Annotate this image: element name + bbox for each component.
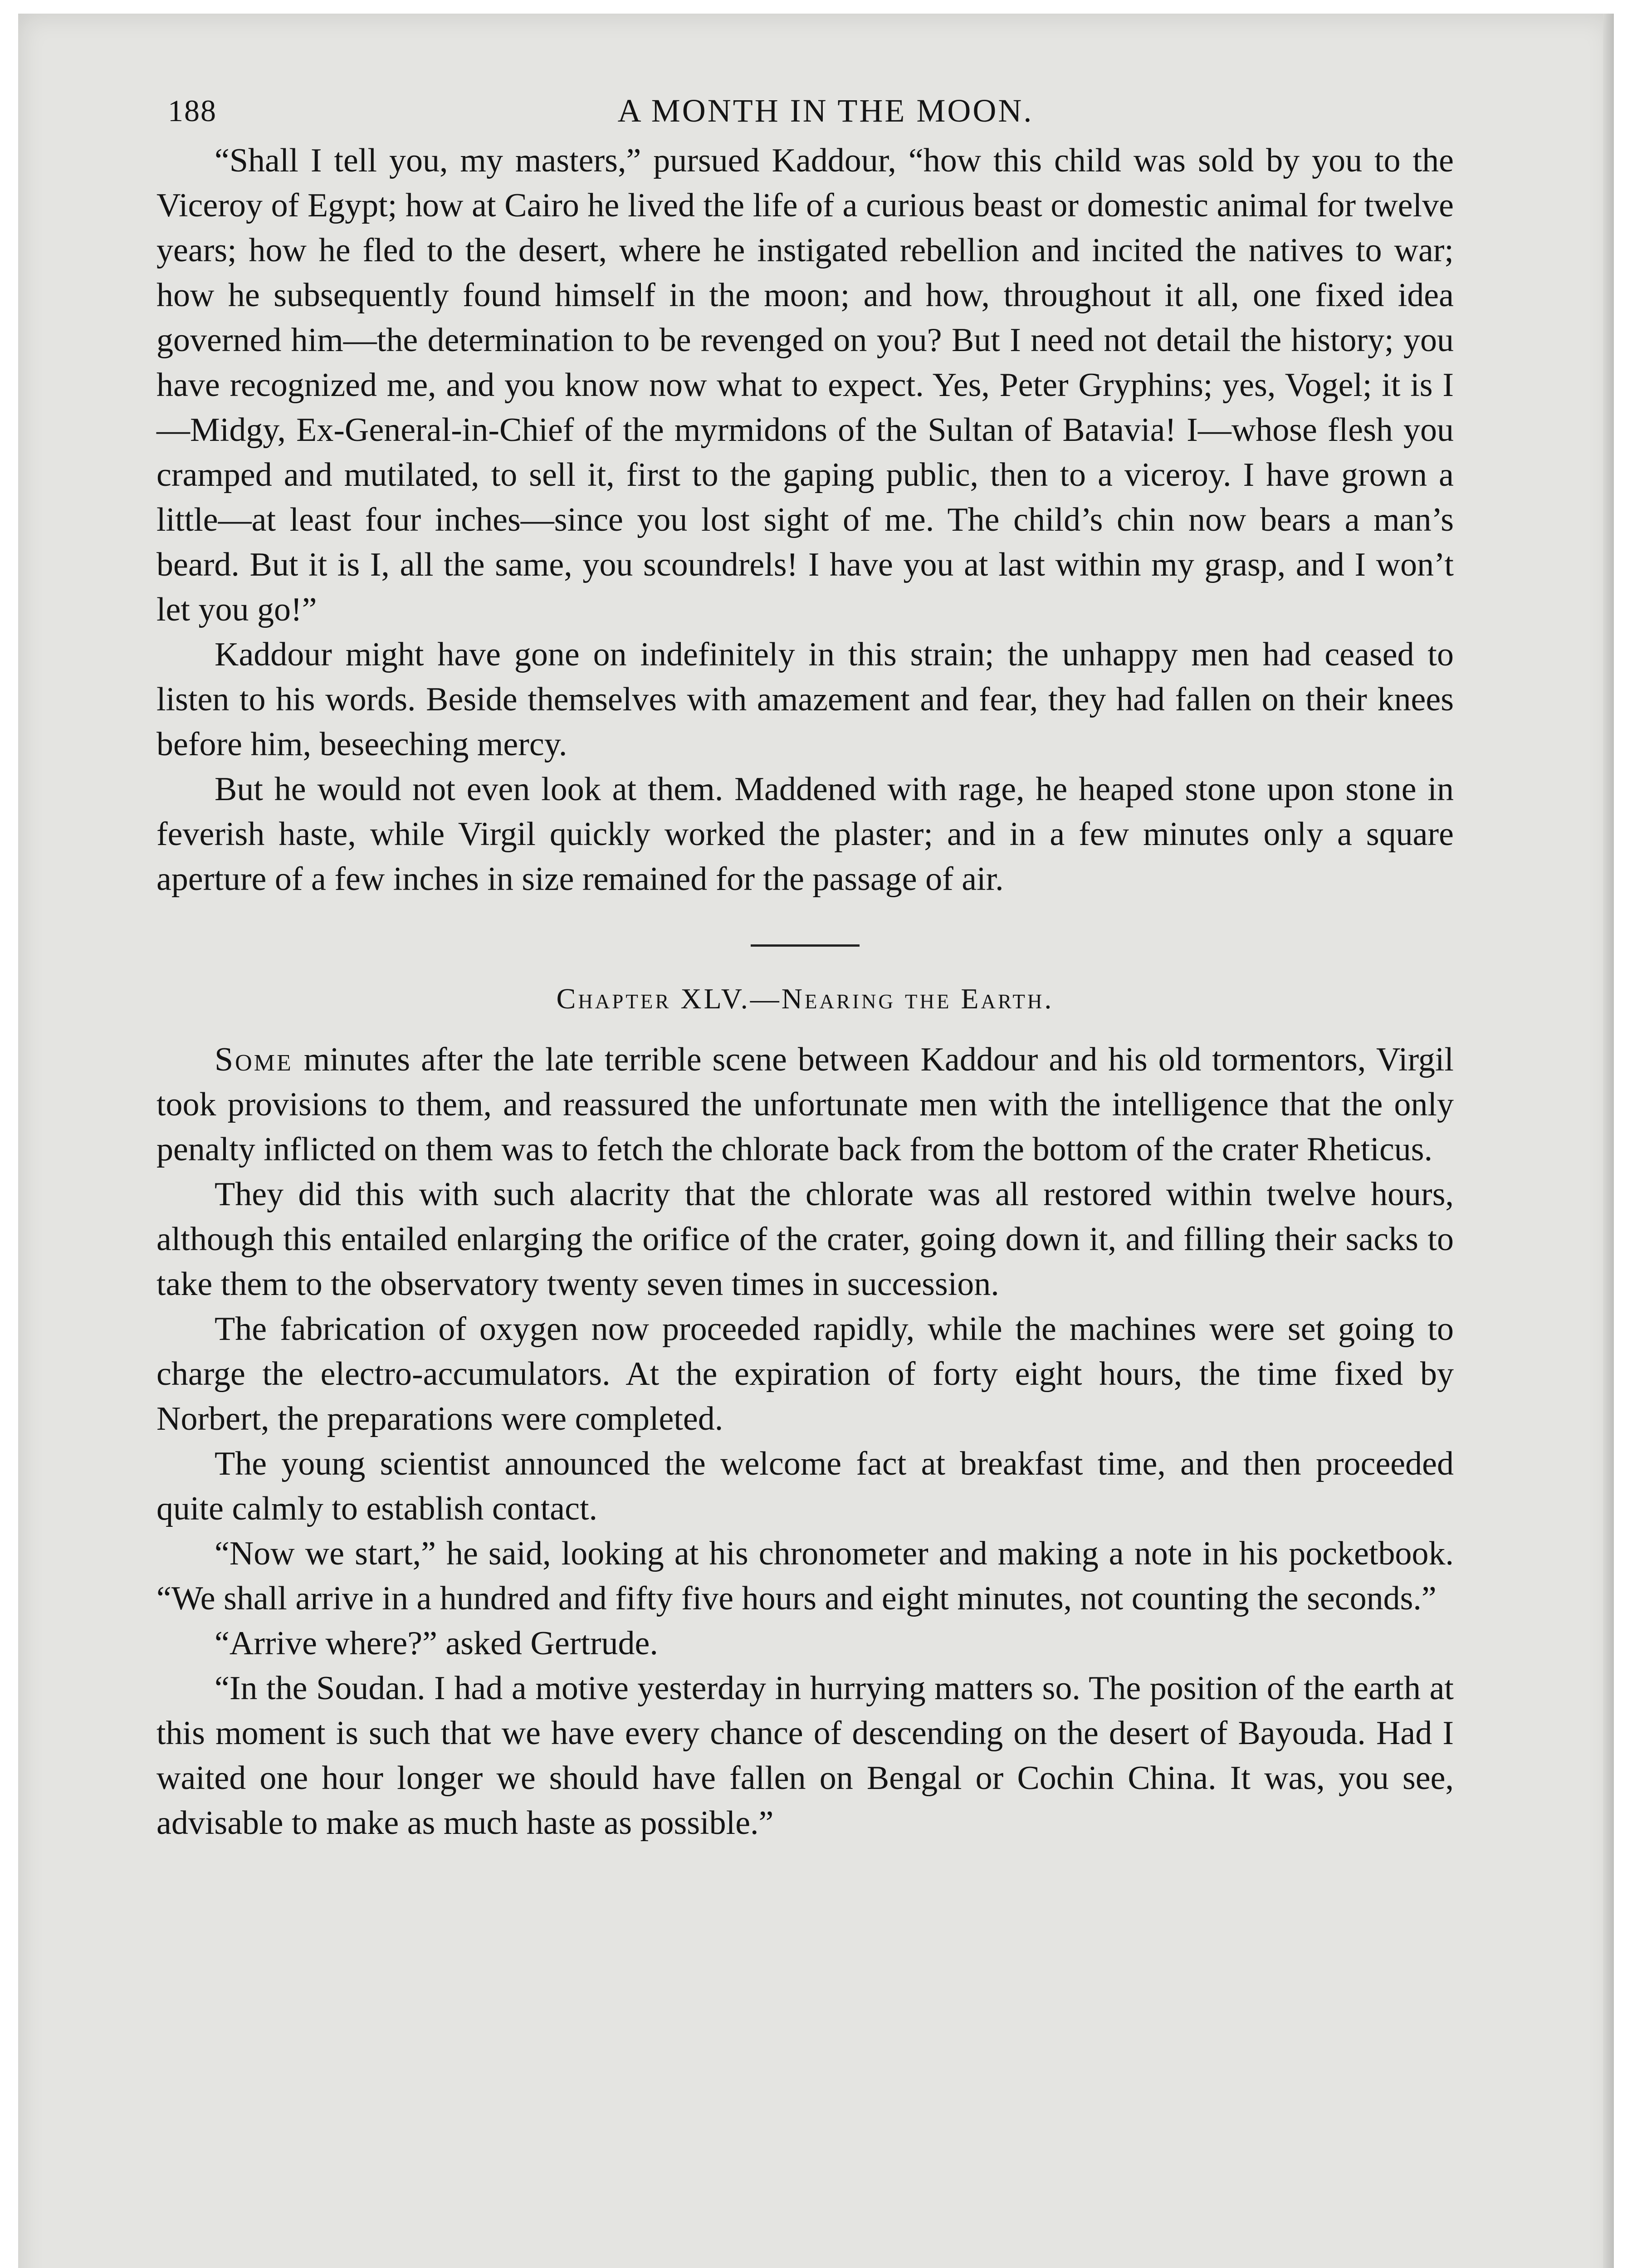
page-edge-shadow	[1603, 14, 1614, 2268]
paragraph-arrive-where: “Arrive where?” asked Gertrude.	[215, 1625, 658, 1662]
paragraph-oxygen: The fabrication of oxygen now proceeded rapidly, while the machines were set going to charge the electro-accumulators. At the expiration of forty eight hours, the time fixed by Norbert, the preparations were completed.	[156, 1310, 1454, 1437]
paragraph-chlorate: They did this with such alacrity that the chlorate was all restored within twelve hours, although this entailed enlarging the orifice of the crater, going down it, and filling their sacks to take them to the observatory twenty seven times in succession.	[156, 1176, 1454, 1303]
running-head	[156, 88, 1454, 134]
page-content	[156, 88, 1454, 1846]
paragraph-plaster: But he would not even look at them. Maddened with rage, he heaped stone upon stone in feverish haste, while Virgil quickly worked the plaster; and in a few minutes only a square aperture of a few inches in size remained for the passage of air.	[156, 771, 1454, 898]
paragraph-soudan: “In the Soudan. I had a motive yesterday in hurrying matters so. The position of the earth at this moment is such that we have every chance of descending on the desert of Bayouda. Had I waited one hour longer we should have fallen on Bengal or Cochin China. It was, you see, advisable to make as much haste as possible.”	[156, 1670, 1454, 1842]
paragraph-chapter-opening	[156, 1037, 1454, 1172]
page-number: 188	[168, 93, 217, 128]
section-divider-rule	[751, 944, 860, 947]
paragraph-breakfast: The young scientist announced the welcome fact at breakfast time, and then proceeded quite calmly to establish contact.	[156, 1445, 1454, 1527]
chapter-opening-text: minutes after the late terrible scene between Kaddour and his old tormentors, Virgil took provisions to them, and reassured the unfortunate men with the intelligence that the only penalty inflicted on them was to fetch the chlorate back from the bottom of the crater Rheticus.	[156, 1041, 1454, 1168]
chapter-heading: Chapter XLV.—Nearing the Earth.	[556, 982, 1054, 1015]
paragraph-now-we-start: “Now we start,” he said, looking at his chronometer and making a note in his pocketbook. “We shall arrive in a hundred and fifty five hours and eight minutes, not counting the seconds.”	[156, 1535, 1454, 1617]
paragraph-kaddour-speech: “Shall I tell you, my masters,” pursued Kaddour, “how this child was sold by you to the Viceroy of Egypt; how at Cairo he lived the life of a curious beast or domestic animal for twelve years; how he fled to the desert, where he instigated rebellion and incited the natives to war; how he subsequently found himself in the moon; and how, throughout it all, one fixed idea governed him—the determination to be revenged on you? But I need not detail the history; you have recognized me, and you know now what to expect. Yes, Peter Gryphins; yes, Vogel; it is I—Midgy, Ex-General-in-Chief of the myrmidons of the Sultan of Batavia! I—whose flesh you cramped and mutilated, to sell it, first to the gaping public, then to a viceroy. I have grown a little—at least four inches—since you lost sight of me. The child’s chin now bears a man’s beard. But it is I, all the same, you scoundrels! I have you at last within my grasp, and I won’t let you go!”	[156, 142, 1454, 628]
chapter-opening-word: Some	[215, 1041, 293, 1078]
paragraph-kaddour-strain: Kaddour might have gone on indefinitely in this strain; the unhappy men had ceased to listen to his words. Beside themselves with amazement and fear, they had fallen on their knees before him, beseeching mercy.	[156, 636, 1454, 763]
running-title: A MONTH IN THE MOON.	[617, 93, 1034, 129]
